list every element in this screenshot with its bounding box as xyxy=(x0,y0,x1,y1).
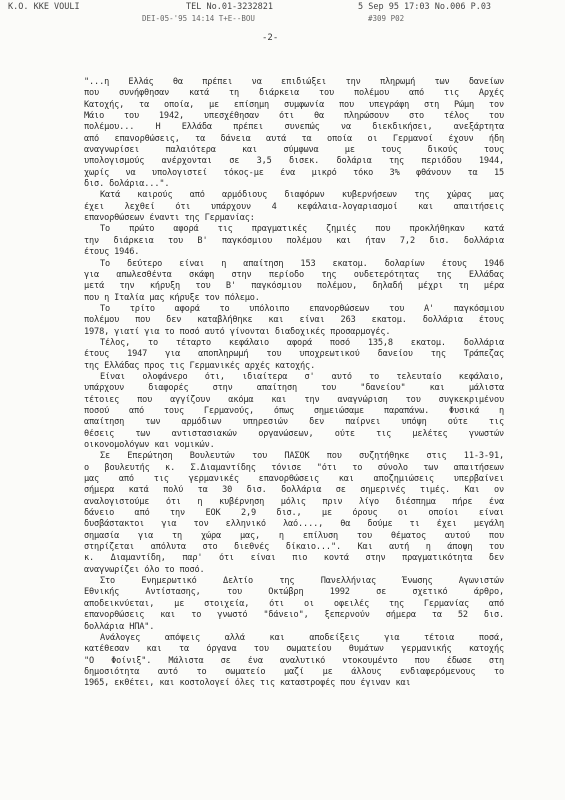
text-line: έχει λεχθεί ότι υπάρχουν 4 κεφάλαια-λογαριασμοί και απαιτήσεις xyxy=(84,201,504,212)
page-number: -2- xyxy=(262,33,279,43)
text-line: αποδεικνύεται, με στοιχεία, ότι οι οφειλές της Γερμανίας από xyxy=(84,598,504,609)
paragraph xyxy=(84,633,504,690)
text-line: Το πρώτο αφορά τις πραγματικές ζημιές που προκλήθηκαν κατά xyxy=(100,224,504,235)
fax-sub-right: #309 P02 xyxy=(368,14,405,23)
text-line: ο βουλευτής κ. Σ.Διαμαντίδης τόνισε "ότι το σύνολο των απαιτήσεων xyxy=(84,462,504,473)
text-line: επανορθώσεις και το γνωστό "δάνειο", ξεπερνούν σήμερα τα 52 δισ. xyxy=(84,610,504,621)
text-line: χωρίς να υπολογιστεί τόκος-με ένα μικρό τόκο 3% φθάνουν τα 15 xyxy=(84,167,504,178)
text-line: τέτοιες που αγγίζουν ακόμα και την αναγνώριση του συγκεκριμένου xyxy=(84,394,504,405)
text-line: επανορθώσεων έναντι της Γερμανίας: xyxy=(84,213,255,224)
paragraph xyxy=(84,190,504,224)
text-line: που συνήφθησαν κατά τη διάρκεια του πολέμου από τις Αρχές xyxy=(84,88,504,99)
text-line: που η Ιταλία μας κήρυξε τον πόλεμο. xyxy=(84,292,260,303)
text-line: δισ. δολάρια...". xyxy=(84,179,170,190)
text-line: για απωλεσθέντα σκάφη στην περίοδο της ουδετερότητας της Ελλάδας xyxy=(84,269,504,280)
text-line: πολέμου... Η Ελλάδα πρέπει συνεπώς να διεκδικήσει, ανεξάρτητα xyxy=(84,122,504,133)
text-line: σήμερα κατά πολύ τα 30 δισ. δολλάρια σε σημερινές τιμές. Και ον xyxy=(84,485,504,496)
text-line: Κατοχής, τα οποία, με επίσημη συμφωνία που υπεγράφη στη Ρώμη τον xyxy=(84,99,504,110)
document-body xyxy=(84,77,504,690)
text-line: αναγνωρίσει παλαιότερα και σύμφωνα με τους δικούς τους xyxy=(84,145,504,156)
fax-sender: K.O. KKE VOULI xyxy=(8,2,80,12)
text-line: Στο Ενημερωτικό Δελτίο της Πανελλήνιας Ένωσης Αγωνιστών xyxy=(100,576,504,587)
paragraph xyxy=(84,372,504,451)
text-line: ποσού από τους Γερμανούς, όπως σημειώσαμε παραπάνω. Φυσικά η xyxy=(84,405,504,416)
fax-secondary-header xyxy=(0,14,565,25)
text-line: κ. Διαμαντίδη, παρ' ότι είναι πιο κοντά στην πραγματικότητα δεν xyxy=(84,553,504,564)
fax-datetime: 5 Sep 95 17:03 No.006 P.03 xyxy=(358,2,492,12)
paragraph xyxy=(84,304,504,338)
text-line: υπάρχουν διαφορές στην απαίτηση του "δανείου" και μάλιστα xyxy=(84,383,504,394)
text-line: 1965, εκθέτει, και κοστολογεί όλες τις καταστροφές που έγιναν και xyxy=(84,678,411,689)
text-line: Το δεύτερο είναι η απαίτηση 153 εκατομ. δολαρίων έτους 1946 xyxy=(100,258,504,269)
text-line: θέσεις των αντιστασιακών οργανώσεων, ούτε τις μελέτες γνωστών xyxy=(84,428,504,439)
text-line: Το τρίτο αφορά το υπόλοιπο επανορθώσεων του Α' παγκόσμιου xyxy=(100,303,504,314)
text-line: δημοσιότητα αυτό το σωματείο μαζί με άλλους ενδιαφερόμενους το xyxy=(84,666,504,677)
text-line: Τέλος, το τέταρτο κεφάλαιο αφορά ποσό 135,8 εκατομ. δολλάρια xyxy=(100,337,504,348)
text-line: έτους 1947 για αποπληρωμή του υποχρεωτικού δανείου της Τράπεζας xyxy=(84,349,504,360)
text-line: Μάιο του 1942, υπεσχέθησαν ότι θα πληρώσουν στο τέλος του xyxy=(84,111,504,122)
text-line: σημασία για τη χώρα μας, η επίλυση του θέματος αυτού που xyxy=(84,530,504,541)
fax-telephone: TEL No.01-3232821 xyxy=(186,2,273,12)
text-line: δυσβάστακτοι για τον ελληνικό λαό...., θα δούμε τι έχει μεγάλη xyxy=(84,519,504,530)
text-line: "...η Ελλάς θα πρέπει να επιδιώξει την πληρωμή των δανείων xyxy=(84,77,504,87)
paragraph xyxy=(84,224,504,258)
text-line: δάνειο από την ΕΟΚ 2,9 δισ., με όρους οι οποίοι είναι xyxy=(84,508,504,519)
text-line: απαίτηση των αρμόδιων υπηρεσιών δεν παίρνει υπόψη ούτε τις xyxy=(84,417,504,428)
text-line: Ανάλογες απόψεις αλλά και αποδείξεις για τέτοια ποσά, xyxy=(100,632,504,643)
text-line: αναγνωρίζει όλο το ποσό. xyxy=(84,564,205,575)
text-line: Σε Επερώτηση Βουλευτών του ΠΑΣΟΚ που συζητήθηκε στις 11-3-91, xyxy=(100,451,504,462)
text-line: οικονομολόγων και νομικών. xyxy=(84,440,215,450)
text-line: μετά την κήρυξη του Β' παγκόσμιου πολέμου, δηλαδή μέχρι τη μέρα xyxy=(84,281,504,292)
text-line: έτους 1946. xyxy=(84,247,140,258)
text-line: την διάρκεια του Β' παγκόσμιου πολέμου και ήταν 7,2 δισ. δολλάρια xyxy=(84,235,504,246)
fax-transmission-header xyxy=(0,2,565,14)
paragraph xyxy=(84,77,504,190)
fax-sub-left: DEI-05-'95 14:14 T+E--BOU xyxy=(142,14,255,23)
text-line: Κατά καιρούς από αρμόδιους διαφόρων κυβερνήσεων της χώρας μας xyxy=(100,190,504,201)
text-line: κατέθεσαν και τα όργανα του σωματείου θυμάτων γερμανικής κατοχής xyxy=(84,644,504,655)
text-line: υπολογισμούς ανέρχονται σε 3,5 δισεκ. δολάρια της περιόδου 1944, xyxy=(84,156,504,167)
paragraph xyxy=(84,259,504,304)
text-line: στηρίζεται απόλυτα στο διεθνές δίκαιο...". Και αυτή η άποψη του xyxy=(84,542,504,553)
text-line: από επανορθώσεις, τα δάνεια αυτά τα οποία οι Γερμανοί έχουν ήδη xyxy=(84,133,504,144)
text-line: της Ελλάδας προς τις Γερμανικές αρχές κατοχής. xyxy=(84,360,316,371)
paragraph xyxy=(84,338,504,372)
text-line: πολέμου που δεν καταβλήθηκε και είναι 263 εκατομ. δολλάρια έτους xyxy=(84,315,504,326)
text-line: 1978, γιατί για το ποσό αυτό γίνονται διαδοχικές προσαρμογές. xyxy=(84,326,391,337)
text-line: δολλάρια ΗΠΑ". xyxy=(84,621,155,632)
text-line: "Ο Φοίνιξ". Μάλιστα σε ένα αναλυτικό ντοκουμέντο που έδωσε στη xyxy=(84,655,504,666)
text-line: μας από τις γερμανικές επανορθώσεις και αποζημιώσεις υπερβαίνει xyxy=(84,474,504,485)
paragraph xyxy=(84,451,504,576)
text-line: αναλογιστούμε ότι η κυβέρνηση μόλις πριν λίγο διέσπημα πήρε ένα xyxy=(84,496,504,507)
paragraph xyxy=(84,576,504,633)
text-line: Εθνικής Αντίστασης, του Οκτώβρη 1992 σε σχετικό άρθρο, xyxy=(84,587,504,598)
text-line: Είναι ολοφάνερο ότι, ιδιαίτερα σ' αυτό το τελευταίο κεφάλαιο, xyxy=(100,371,504,382)
